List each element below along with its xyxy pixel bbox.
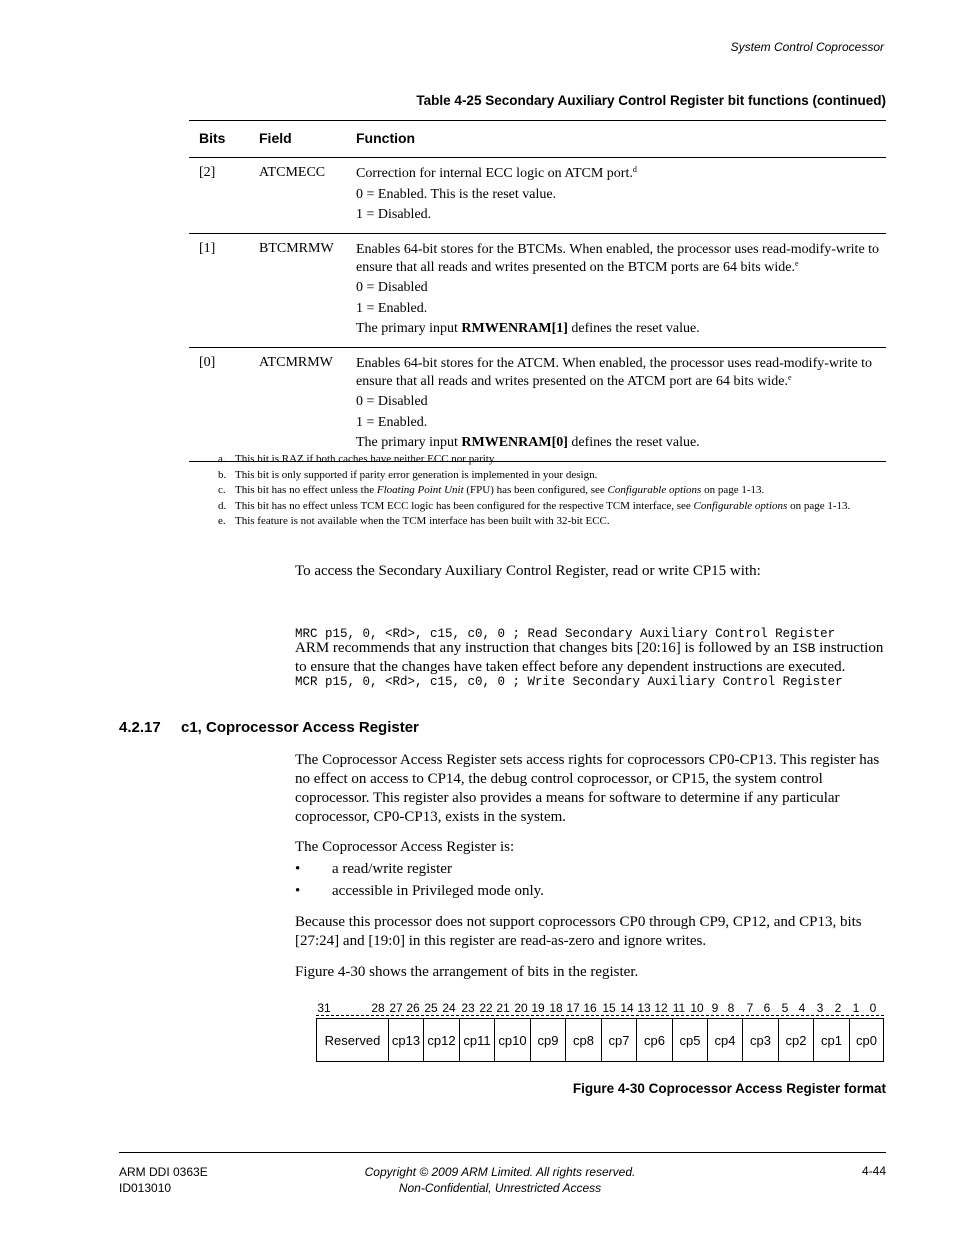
field-cp3: cp3 <box>742 1019 778 1061</box>
column-header-function: Function <box>356 130 416 146</box>
footnote-b: b. This bit is only supported if parity error generation is implemented in your design. <box>218 468 598 481</box>
column-header-field: Field <box>259 130 292 146</box>
footnote-e: e. This feature is not available when the TCM interface has been built with 32-bit ECC. <box>218 515 610 528</box>
footnote-a: a. This bit is RAZ if both caches have neither ECC nor parity. <box>218 453 497 465</box>
access-intro-paragraph: To access the Secondary Auxiliary Control Register, read or write CP15 with: <box>295 563 761 579</box>
bit-number: 7 <box>746 1001 754 1015</box>
footer-divider <box>119 1152 886 1153</box>
confidentiality-notice: Non-Confidential, Unrestricted Access <box>398 1181 602 1195</box>
table-row <box>189 234 886 348</box>
field-cp1: cp1 <box>813 1019 849 1061</box>
value-line: 0 = Disabled <box>356 280 428 295</box>
field-cp2: cp2 <box>778 1019 813 1061</box>
table-row <box>189 348 886 462</box>
bit-number: 25 <box>424 1001 438 1015</box>
section-paragraph-1: The Coprocessor Access Register sets access rights for coprocessors CP0-CP13. This register has no effect on access to CP14, the debug control coprocessor, or CP15, the system control coprocessor. This register also provides a means for software to determine if any particular coprocessor, CP0-CP13, exists in the system. <box>295 752 880 825</box>
bit-number: 31 <box>317 1001 331 1015</box>
inline-code: ISB <box>792 641 816 656</box>
footer-center <box>300 1164 700 1196</box>
value-line: 1 = Enabled. <box>356 300 428 316</box>
field-cp8: cp8 <box>565 1019 601 1061</box>
field-cp0: cp0 <box>849 1019 883 1061</box>
cell-field: ATCMECC <box>259 165 326 180</box>
section-heading <box>119 719 419 736</box>
bit-number: 22 <box>479 1001 493 1015</box>
cell-function: Correction for internal ECC logic on ATCM port.$^d$ 0 = Enabled. This is the reset value. 1 = Disabled. <box>356 165 886 224</box>
bit-number: 20 <box>514 1001 528 1015</box>
code-line: MCR p15, 0, <Rd>, c15, c0, 0 ; Write Secondary Auxiliary Control Register <box>295 675 843 689</box>
bit-number: 5 <box>781 1001 789 1015</box>
value-line: 1 = Disabled. <box>356 207 432 222</box>
table-header-row <box>189 120 886 158</box>
bit-number: 0 <box>869 1001 877 1015</box>
table-footnotes <box>218 452 886 530</box>
running-header: System Control Coprocessor <box>730 40 884 54</box>
bit-number: 26 <box>406 1001 420 1015</box>
cell-bits: [2] <box>199 165 216 180</box>
list-item: • a read/write register <box>295 861 452 877</box>
cell-function: Enables 64-bit stores for the ATCM. When enabled, the processor uses read-modify-write to ensure that all reads and writes presented on the ATCM port are 64 bits wide.$^e$ 0 = Disabled 1 = Enabled. The primary input RMWENRAM[0] defines the reset value. <box>356 355 886 453</box>
bit-number: 16 <box>583 1001 597 1015</box>
cell-function: Enables 64-bit stores for the BTCMs. When enabled, the processor uses read-modify-write to ensure that all reads and writes presented on the BTCM ports are 64 bits wide.$^e$ 0 = Disabled 1 = Enabled. The primary input RMWENRAM[1] defines the reset value. <box>356 241 886 339</box>
table-caption: Table 4-25 Secondary Auxiliary Control Register bit functions (continued) <box>416 93 886 108</box>
field-cp4: cp4 <box>707 1019 742 1061</box>
reset-line: The primary input RMWENRAM[0] defines the reset value. <box>356 435 700 450</box>
footnote-ref: d <box>632 165 637 174</box>
footer-left <box>119 1164 208 1196</box>
bit-number: 15 <box>602 1001 616 1015</box>
bit-number: 2 <box>834 1001 842 1015</box>
bit-number: 11 <box>672 1001 686 1015</box>
footnote-d: d. This bit has no effect unless TCM ECC logic has been configured for the respective TCM interface, see Configurable options on page 1-13. <box>218 499 851 512</box>
cell-field: BTCMRMW <box>259 240 334 256</box>
bit-boundary-divider <box>316 1015 884 1016</box>
reset-line: The primary input RMWENRAM[1] defines the reset value. <box>356 321 700 336</box>
code-line: MRC p15, 0, <Rd>, c15, c0, 0 ; Read Secondary Auxiliary Control Register <box>295 627 836 641</box>
field-cp7: cp7 <box>601 1019 636 1061</box>
bit-number: 28 <box>371 1001 385 1015</box>
bullet-marker: • <box>295 883 301 899</box>
footnote-c: c. This bit has no effect unless the Floating Point Unit (FPU) has been configured, see Configurable options on page 1-13. <box>218 484 765 497</box>
document-revision: ID013010 <box>119 1181 172 1195</box>
bit-number: 24 <box>442 1001 456 1015</box>
section-paragraph-3: Because this processor does not support coprocessors CP0 through CP9, CP12, and CP13, bits [27:24] and [19:0] in this register are read-as-zero and ignore writes. <box>295 914 862 949</box>
footnote-ref: e <box>787 372 792 382</box>
field-reserved: Reserved <box>324 1032 381 1048</box>
bullet-marker: • <box>295 861 301 877</box>
document-id: ARM DDI 0363E <box>119 1165 208 1179</box>
column-header-bits: Bits <box>199 130 226 146</box>
bit-number: 9 <box>711 1001 719 1015</box>
section-paragraph-4: Figure 4-30 shows the arrangement of bits in the register. <box>295 964 639 980</box>
cell-bits: [1] <box>199 240 216 256</box>
table-row <box>189 158 886 234</box>
bullet-list <box>295 860 885 904</box>
signal-name: RMWENRAM[0] <box>461 435 568 450</box>
cross-reference-link[interactable]: Configurable options <box>693 499 788 512</box>
field-cp10: cp10 <box>494 1019 530 1061</box>
register-fields-box <box>316 1018 884 1062</box>
page-number: 4-44 <box>861 1164 886 1178</box>
bit-number: 8 <box>727 1001 735 1015</box>
bit-number: 12 <box>654 1001 668 1015</box>
section-paragraph-2: The Coprocessor Access Register is: <box>295 839 515 855</box>
signal-name: RMWENRAM[1] <box>461 321 568 336</box>
bit-number: 21 <box>496 1001 510 1015</box>
field-cp9: cp9 <box>530 1019 565 1061</box>
value-line: 1 = Enabled. <box>356 414 428 430</box>
section-title: c1, Coprocessor Access Register <box>181 719 419 736</box>
figure-caption: Figure 4-30 Coprocessor Access Register format <box>572 1081 886 1096</box>
value-line: 0 = Disabled <box>356 394 428 409</box>
bit-number: 19 <box>531 1001 545 1015</box>
bit-number: 18 <box>549 1001 563 1015</box>
bit-number: 17 <box>566 1001 580 1015</box>
field-cp5: cp5 <box>672 1019 707 1061</box>
bit-number: 6 <box>763 1001 771 1015</box>
bit-functions-table <box>189 120 886 462</box>
copyright-notice: Copyright © 2009 ARM Limited. All rights reserved. <box>364 1165 636 1179</box>
bit-number: 4 <box>798 1001 806 1015</box>
cross-reference-link[interactable]: Configurable options <box>607 484 702 497</box>
field-cp13: cp13 <box>388 1019 423 1061</box>
bit-number: 1 <box>852 1001 860 1015</box>
field-cp11: cp11 <box>459 1019 494 1061</box>
field-cp6: cp6 <box>636 1019 672 1061</box>
bit-number: 3 <box>816 1001 824 1015</box>
bit-number: 13 <box>637 1001 651 1015</box>
bit-number: 23 <box>461 1001 475 1015</box>
field-cp12: cp12 <box>423 1019 459 1061</box>
list-item: • accessible in Privileged mode only. <box>295 883 544 899</box>
cell-bits: [0] <box>199 354 216 370</box>
value-line: 0 = Enabled. This is the reset value. <box>356 186 557 202</box>
isb-paragraph: ARM recommends that any instruction that changes bits [20:16] is followed by an ISB instruction to ensure that the changes have taken effect before any dependent instructions are executed. <box>295 640 884 675</box>
cell-field: ATCMRMW <box>259 354 333 370</box>
footnote-ref: e <box>794 258 799 268</box>
bit-number: 10 <box>690 1001 704 1015</box>
bit-number: 14 <box>620 1001 634 1015</box>
bit-number: 27 <box>389 1001 403 1015</box>
section-number: 4.2.17 <box>119 719 161 736</box>
